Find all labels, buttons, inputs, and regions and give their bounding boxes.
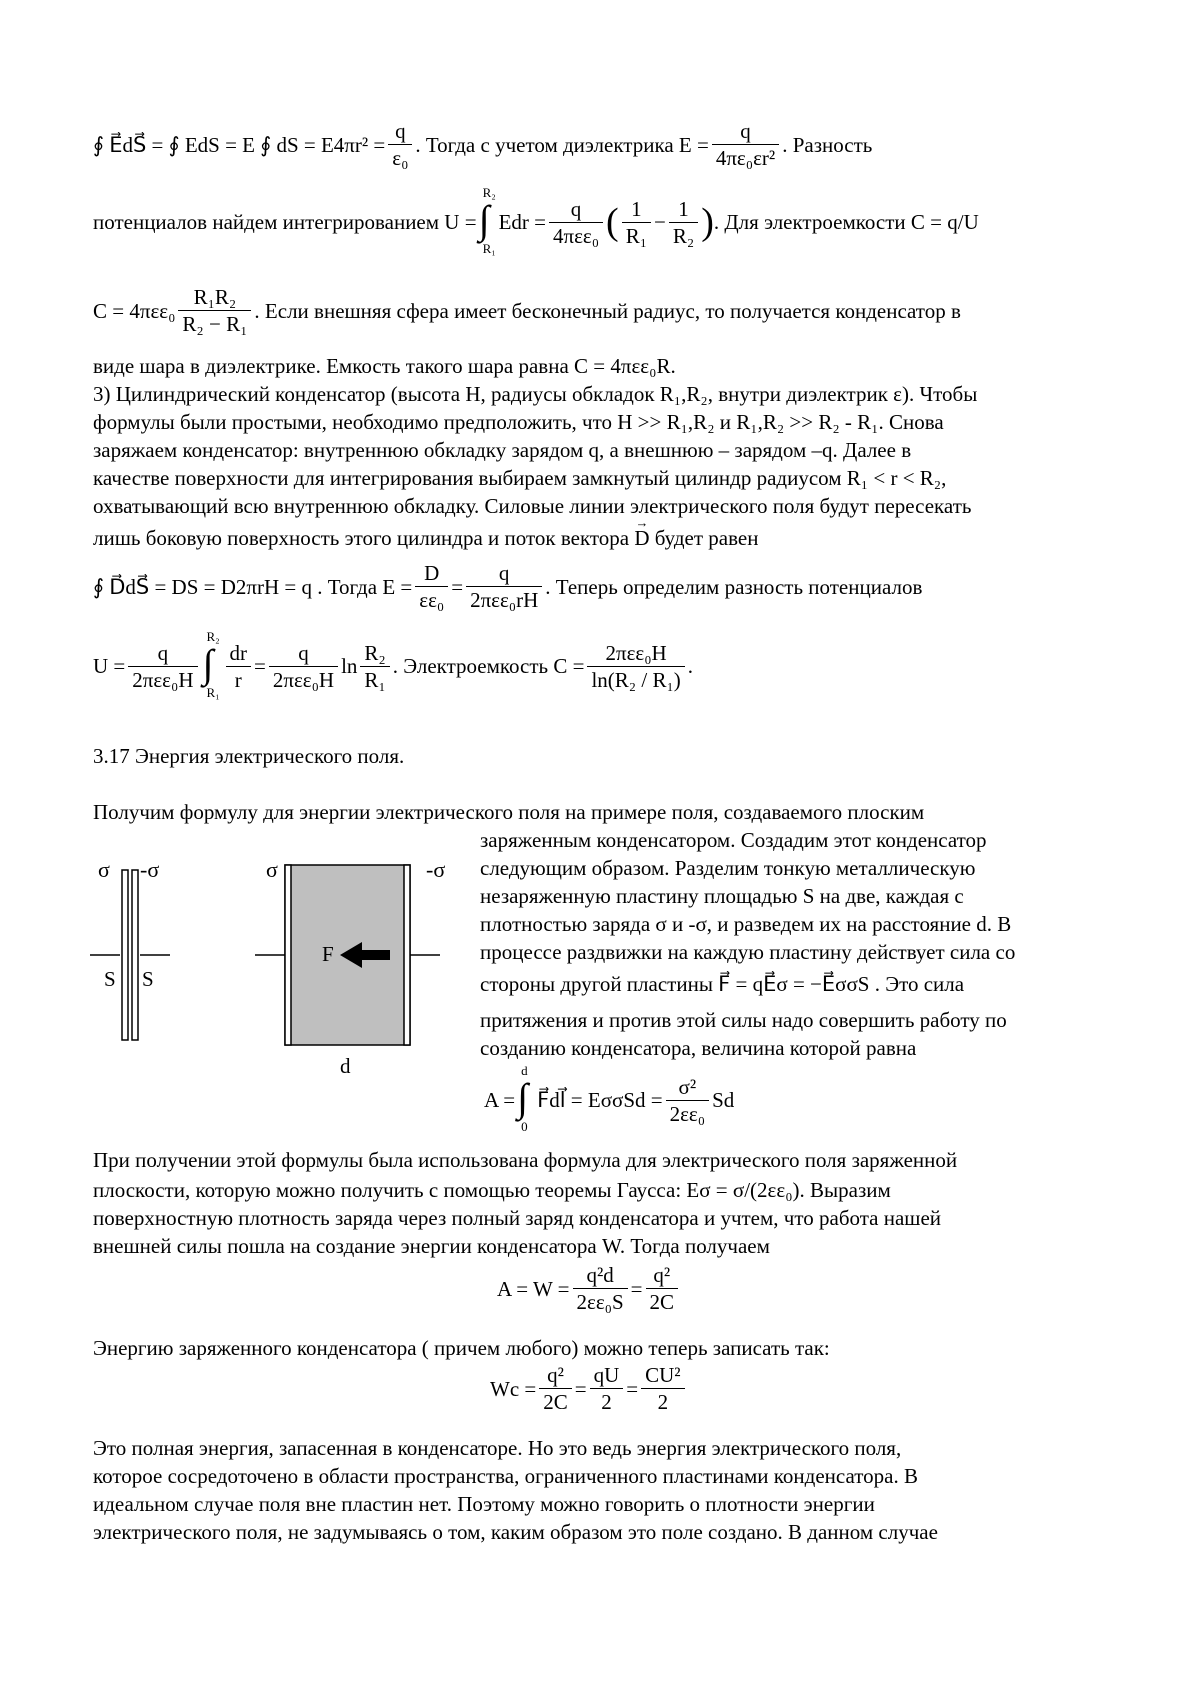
text-line: стороны другой пластины F⃗ = qE⃗σ = −E⃗σσS . Это сила: [480, 972, 965, 996]
sigma-label-2: σ: [266, 857, 278, 882]
fraction: $\frac{q}{\text{2πεε₀H}}$: [269, 640, 338, 693]
text-line: идеальном случае поля вне пластин нет. Поэтому можно говорить о плотности энергии: [93, 1492, 875, 1516]
text-line: Получим формулу для энергии электрического поля на примере поля, создаваемого плоским: [93, 800, 925, 824]
text-line: притяжения и против этой силы надо совершить работу по: [480, 1008, 1007, 1032]
text-line: незаряженную пластину площадью S на две, каждая с: [480, 884, 964, 908]
fraction: $\frac{\text{2πεε₀H}}{\text{ln(R₂ / R₁)}}$: [587, 640, 684, 693]
plate-left-a: [122, 870, 128, 1040]
text-line: процессе раздвижки на каждую пластину действует сила со: [480, 940, 1016, 964]
integral-sign: R₂ ∫ R₁: [202, 629, 220, 700]
text-line: При получении этой формулы была использована формула для электрического поля заряженной: [93, 1148, 958, 1172]
capacitor-energy-equation: Wc = $\frac{\text{q²}}{2C}$ = $\frac{qU}{2}$ = $\frac{\text{CU²}}{2}$: [490, 1362, 688, 1415]
text-line: электрического поля, не задумываясь о том, каким образом это поле создано. В данном случае: [93, 1520, 938, 1544]
text-line: поверхностную плотность заряда через полный заряд конденсатора и учтем, что работа нашей: [93, 1206, 942, 1230]
capacitor-diagram: [90, 855, 465, 1085]
fraction: $\frac{\text{R₂}}{\text{R₁}}$: [360, 640, 389, 693]
text-line: плоскости, которую можно получить с помощью теоремы Гаусса: Eσ = σ/(2εε₀). Выразим: [93, 1178, 891, 1202]
cylinder-capacitance-equation: U = $\frac{q}{\text{2πεε₀H}}$ R₂ ∫ R₁ $\frac{dr}{r}$ = $\frac{q}{\text{2πεε₀H}}$ ln $\frac{\text{R₂}}{\text{R₁}}$ . Электроемкость С = $\frac{\text{2πεε₀H}}{\text{ln(R₂ / R₁)}}$ .: [93, 629, 694, 700]
integral-sign: d ∫ 0: [517, 1063, 529, 1134]
text-line: виде шара в диэлектрике. Емкость такого шара равна С = 4πεε₀R.: [93, 354, 676, 378]
fraction: $\frac{q}{\text{2πεε₀rH}}$: [466, 560, 542, 613]
minus-sigma-label-2: -σ: [426, 857, 446, 882]
fraction: $\frac{1}{\text{R₁}}$: [622, 196, 651, 249]
fraction: $\frac{D}{\text{εε₀}}$: [415, 560, 448, 613]
potential-difference-equation: потенциалов найдем интегрированием U = R₂ ∫ R₁ Edr = $\frac{q}{\text{4πεε₀}}$ ( $\frac{1}{\text{R₁}}$ − $\frac{1}{\text{R₂}}$ ) . Для электроемкости С = q/U: [93, 185, 979, 256]
fraction: $\frac{q}{\text{4πεε₀}}$: [549, 196, 603, 249]
text-line: заряженным конденсатором. Создадим этот конденсатор: [480, 828, 987, 852]
plate-right-a: [285, 865, 291, 1045]
vector-d: → D: [634, 524, 649, 552]
text-line: охватывающий всю внутреннюю обкладку. Силовые линии электрического поля будут пересекать: [93, 494, 972, 518]
sigma-label: σ: [98, 857, 110, 882]
fraction: $\frac{q}{\text{2πεε₀H}}$: [128, 640, 197, 693]
gauss-cylinder-equation: ∮ D⃗dS⃗ = DS = D2πrH = q . Тогда E = $\frac{D}{\text{εε₀}}$ = $\frac{q}{\text{2πεε₀rH}}$ . Теперь определим разность потенциалов: [93, 561, 923, 612]
section-heading: 3.17 Энергия электрического поля.: [93, 744, 405, 768]
text-line: формулы были простыми, необходимо предположить, что H >> R₁,R₂ и R₁,R₂ >> R₂ - R₁. Снова: [93, 410, 944, 434]
fraction: $\frac{1}{\text{R₂}}$: [669, 196, 698, 249]
area-label-right: S: [142, 967, 154, 991]
gauss-sphere-equation: ∮ E⃗dS⃗ = ∮ EdS = E ∮ dS = E4πr² = $\frac{q}{\text{ε₀}}$ . Тогда с учетом диэлектрика E = $\frac{q}{\text{4πε₀εr²}}$ . Разность: [93, 119, 873, 170]
capacitance-sphere-equation: C = 4πεε₀ $\frac{\text{R₁R₂}}{\text{R₂ − R₁}}$ . Если внешняя сфера имеет бесконечный радиус, то получается конденсатор в: [93, 285, 961, 336]
text-line: внешней силы пошла на создание энергии конденсатора W. Тогда получаем: [93, 1234, 770, 1258]
text-line: лишь боковую поверхность этого цилиндра и поток вектора → D будет равен: [93, 524, 758, 552]
text-line: Энергию заряженного конденсатора ( причем любого) можно теперь записать так:: [93, 1336, 830, 1360]
fraction: $\frac{\text{σ²}}{\text{2εε₀}}$: [666, 1074, 709, 1127]
fraction: $\frac{q}{\text{4πε₀εr²}}$: [712, 118, 779, 171]
text-line: качестве поверхности для интегрирования выбираем замкнутый цилиндр радиусом R₁ < r < R₂,: [93, 466, 947, 490]
distance-label: d: [340, 1054, 351, 1078]
energy-equation: A = W = $\frac{\text{q²d}}{\text{2εε₀S}}$ = $\frac{\text{q²}}{2C}$: [497, 1262, 681, 1315]
text-line: созданию конденсатора, величина которой равна: [480, 1036, 917, 1060]
fraction: $\frac{\text{q²d}}{\text{2εε₀S}}$: [573, 1262, 628, 1315]
area-label-left: S: [104, 967, 116, 991]
work-equation: A = d ∫ 0 F⃗dl⃗ = EσσSd = $\frac{\text{σ²}}{\text{2εε₀}}$ Sd: [484, 1063, 735, 1134]
plate-right-b: [404, 865, 410, 1045]
gauss-lhs: ∮ E⃗dS⃗ = ∮ EdS = E ∮ dS = E4πr² =: [93, 132, 386, 157]
fraction: $\frac{dr}{r}$: [226, 640, 252, 693]
fraction: $\frac{\text{CU²}}{2}$: [641, 1362, 684, 1415]
text-line: следующим образом. Разделим тонкую металлическую: [480, 856, 976, 880]
text-line: плотностью заряда σ и -σ, и разведем их на расстояние d. В: [480, 912, 1012, 936]
text-line: Это полная энергия, запасенная в конденсаторе. Но это ведь энергия электрического поля,: [93, 1436, 902, 1460]
text-line: которое сосредоточено в области пространства, ограниченного пластинами конденсатора. В: [93, 1464, 918, 1488]
fraction: $\frac{\text{q²}}{2C}$: [646, 1262, 679, 1315]
minus-sigma-label: -σ: [140, 857, 160, 882]
force-label: F: [322, 942, 334, 966]
text-line: 3) Цилиндрический конденсатор (высота H, радиусы обкладок R₁,R₂, внутри диэлектрик ε). Чтобы: [93, 382, 978, 406]
fraction: $\frac{q}{\text{ε₀}}$: [388, 118, 412, 171]
fraction: $\frac{\text{R₁R₂}}{\text{R₂ − R₁}}$: [178, 284, 251, 337]
fraction: $\frac{qU}{2}$: [590, 1362, 624, 1415]
integral-sign: R₂ ∫ R₁: [478, 185, 496, 256]
text-line: заряжаем конденсатор: внутреннюю обкладку зарядом q, а внешнюю – зарядом –q. Далее в: [93, 438, 912, 462]
plate-left-b: [132, 870, 138, 1040]
fraction: $\frac{\text{q²}}{2C}$: [539, 1362, 572, 1415]
